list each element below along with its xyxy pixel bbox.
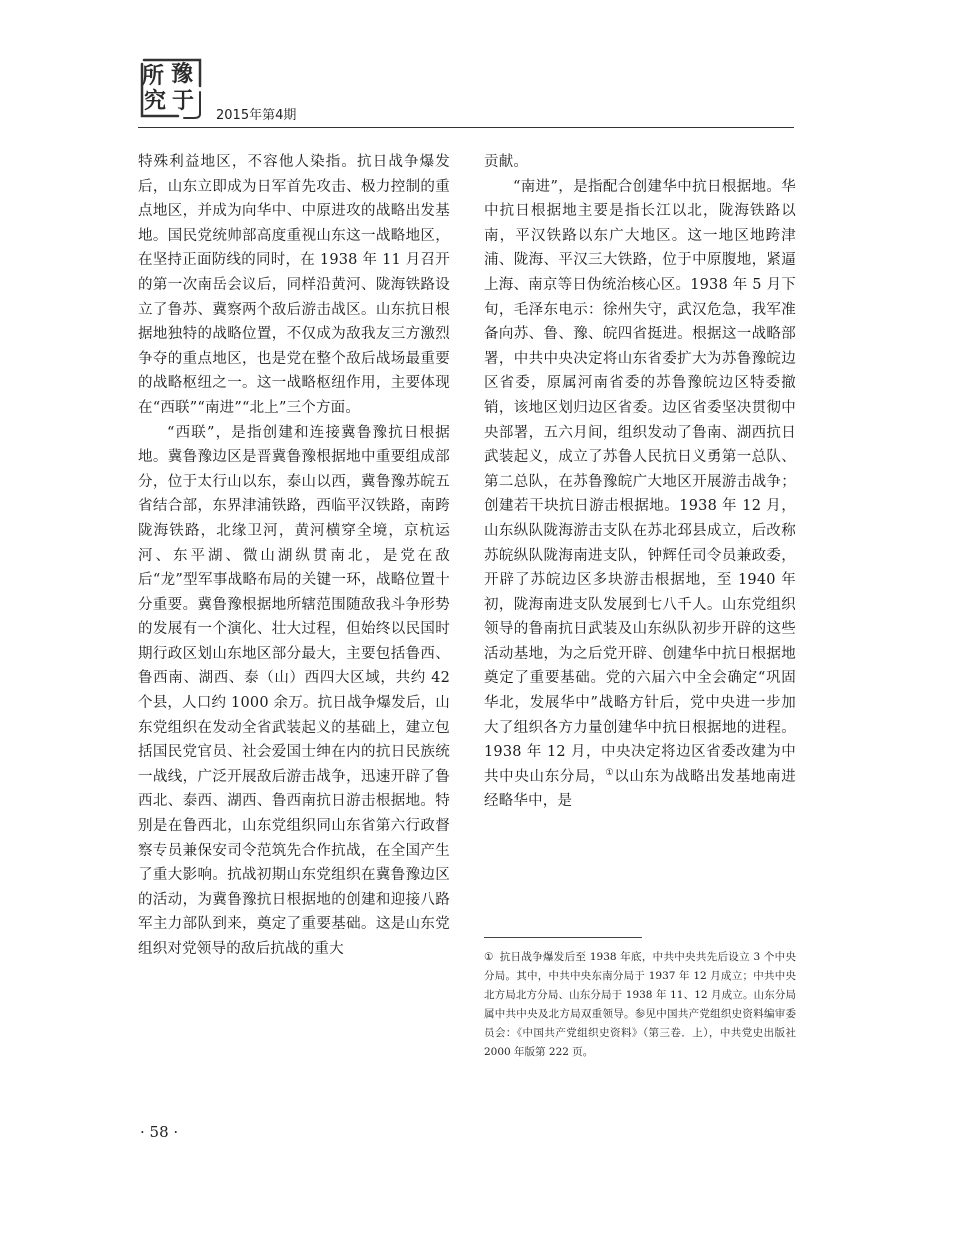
logo-char-1: 所 xyxy=(142,63,165,89)
journal-logo xyxy=(138,56,206,122)
footnote-mark: ① xyxy=(484,951,494,963)
header-divider xyxy=(138,127,794,128)
left-paragraph-1: 特殊利益地区，不容他人染指。抗日战争爆发后，山东立即成为日军首先攻击、极力控制的重点地区，并成为向华中、中原进攻的战略出发基地。国民党统帅部高度重视山东这一战略地区，在坚持正面防线的同时，在 1938 年 11 月召开的第一次南岳会议后，同样沿黄河、陇海铁路设立了鲁苏、冀察两个敌后游击战区。山东抗日根据地独特的战略位置，不仅成为敌我友三方激烈争夺的重点地区，也是党在整个敌后战场最重要的战略枢纽之一。这一战略枢纽作用，主要体现在“西联”“南进”“北上”三个方面。 xyxy=(138,154,450,416)
issue-label: 2015年第4期 xyxy=(216,108,297,123)
left-column xyxy=(138,150,450,962)
footnote-text: 抗日战争爆发后至 1938 年底，中共中央共先后设立 3 个中央分局。其中，中共中央东南分局于 1937 年 12 月成立；中共中央北方局北方分局、山东分局于 1938 年 11、12 月成立。山东分局属中共中央及北方局双重领导。参见中国共产党组织史资料编审委员会：《中国共产党组织史资料》（第三卷．上），中共党史出版社 2000 年版第 222 页。 xyxy=(484,951,796,1058)
footnote-divider xyxy=(484,937,642,938)
right-paragraph-2 xyxy=(484,175,796,814)
page-number: · 58 · xyxy=(140,1123,179,1141)
right-paragraph-2-tail: 以山东为战略出发基地南进经略华中，是 xyxy=(484,768,796,810)
footnote xyxy=(484,948,796,1062)
logo-char-3: 究 xyxy=(144,88,167,114)
footnote-reference[interactable]: ① xyxy=(605,768,615,779)
logo-char-2: 豫 xyxy=(171,61,194,87)
logo-char-4: 于 xyxy=(172,88,195,114)
right-column xyxy=(484,150,796,814)
right-paragraph-1: 贡献。 xyxy=(484,154,529,170)
left-paragraph-2: “西联”，是指创建和连接冀鲁豫抗日根据地。冀鲁豫边区是晋冀鲁豫根据地中重要组成部分，位于太行山以东，泰山以西，冀鲁豫苏皖五省结合部，东界津浦铁路，西临平汉铁路，南跨陇海铁路，北缘卫河，黄河横穿全境，京杭运河、东平湖、微山湖纵贯南北，是党在敌后“龙”型军事战略布局的关键一环，战略位置十分重要。冀鲁豫根据地所辖范围随敌我斗争形势的发展有一个演化、壮大过程，但始终以民国时期行政区划山东地区部分最大，主要包括鲁西、鲁西南、湖西、泰（山）西四大区域，共约 42 个县，人口约 1000 余万。抗日战争爆发后，山东党组织在发动全省武装起义的基础上，建立包括国民党官员、社会爱国士绅在内的抗日民族统一战线，广泛开展敌后游击战争，迅速开辟了鲁西北、泰西、湖西、鲁西南抗日游击根据地。特别是在鲁西北，山东党组织同山东省第六行政督察专员兼保安司令范筑先合作抗战，在全国产生了重大影响。抗战初期山东党组织在冀鲁豫边区的活动，为冀鲁豫抗日根据地的创建和迎接八路军主力部队到来，奠定了重要基础。这是山东党组织对党领导的敌后抗战的重大 xyxy=(138,424,450,957)
right-paragraph-2-body: “南进”，是指配合创建华中抗日根据地。华中抗日根据地主要是指长江以北，陇海铁路以南，平汉铁路以东广大地区。这一地区地跨津浦、陇海、平汉三大铁路，位于中原腹地，紧逼上海、南京等日伪统治核心区。1938 年 5 月下旬，毛泽东电示：徐州失守，武汉危急，我军准备向苏、鲁、豫、皖四省挺进。根据这一战略部署，中共中央决定将山东省委扩大为苏鲁豫皖边区省委，原属河南省委的苏鲁豫皖边区特委撤销，该地区划归边区省委。边区省委坚决贯彻中央部署，五六月间，组织发动了鲁南、湖西抗日武装起义，成立了苏鲁人民抗日义勇第一总队、第二总队，在苏鲁豫皖广大地区开展游击战争；创建若干块抗日游击根据地。1938 年 12 月，山东纵队陇海游击支队在苏北邳县成立，后改称苏皖纵队陇海南进支队，钟辉任司令员兼政委，开辟了苏皖边区多块游击根据地，至 1940 年初，陇海南进支队发展到七八千人。山东党组织领导的鲁南抗日武装及山东纵队初步开辟的这些活动基地，为之后党开辟、创建华中抗日根据地奠定了重要基础。党的六届六中全会确定“巩固华北，发展华中”战略方针后，党中央进一步加大了组织各方力量创建华中抗日根据地的进程。1938 年 12 月，中央决定将边区省委改建为中共中央山东分局， xyxy=(484,178,796,785)
